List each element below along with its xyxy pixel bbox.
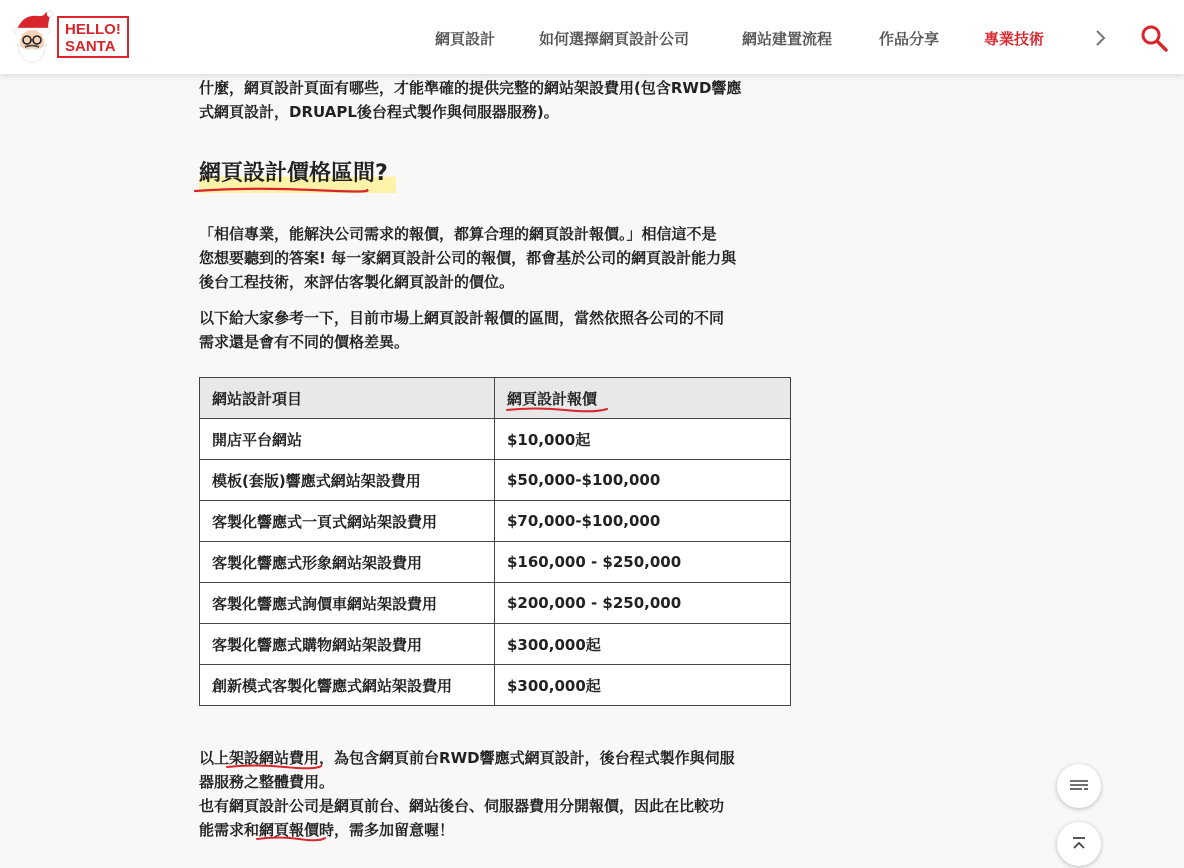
header-price-text: 網頁設計報價: [507, 389, 598, 408]
table-row: [200, 624, 791, 665]
table-row: [200, 583, 791, 624]
intro-line: 式網頁設計，DRUAPL後台程式製作與伺服器服務)。: [199, 103, 559, 121]
table-header-item: 網站設計項目: [200, 378, 495, 419]
nav-item-web-design[interactable]: 網頁設計: [435, 30, 496, 48]
toc-button[interactable]: [1057, 764, 1101, 808]
table-cell-item: 開店平台網站: [200, 419, 495, 460]
summary-line: [199, 818, 799, 842]
table-cell-price: $70,000-$100,000: [495, 501, 791, 542]
table-row: [200, 501, 791, 542]
summary-line: [199, 746, 799, 770]
table-row: [200, 460, 791, 501]
price-header-underline: [505, 405, 609, 415]
table-row: [200, 665, 791, 706]
marked-phrase: [259, 818, 319, 842]
table-header-price: [495, 378, 791, 419]
phrase-underline: [255, 834, 327, 844]
table-row: [200, 419, 791, 460]
summary-line: 器服務之整體費用。: [199, 773, 335, 791]
table-cell-price: $300,000起: [495, 665, 791, 706]
arrow-up-icon: [1071, 836, 1087, 852]
heading-underline: [193, 185, 369, 195]
table-cell-item: 客製化響應式一頁式網站架設費用: [200, 501, 495, 542]
santa-icon: [8, 8, 58, 66]
nav-item-build-process[interactable]: 網站建置流程: [742, 30, 833, 48]
table-cell-item: 客製化響應式詢價車網站架設費用: [200, 583, 495, 624]
logo-line1: HELLO!: [65, 21, 121, 38]
price-table: [199, 377, 791, 706]
table-header-row: [200, 378, 791, 419]
table-cell-item: 客製化響應式購物網站架設費用: [200, 624, 495, 665]
reference-paragraph: [199, 306, 799, 354]
nav-item-choose-company[interactable]: 如何選擇網頁設計公司: [539, 30, 690, 48]
reference-line: 以下給大家參考一下，目前市場上網頁設計報價的區間，當然依照各公司的不同: [199, 309, 725, 327]
chevron-right-icon[interactable]: [1094, 28, 1108, 48]
phrase-underline: [225, 762, 323, 772]
summary-text: ，為包含網頁前台RWD響應式網頁設計，後台程式製作與伺服: [319, 749, 735, 767]
quote-line: 後台工程技術，來評估客製化網頁設計的價位。: [199, 273, 515, 291]
table-row: [200, 542, 791, 583]
marked-phrase: [229, 746, 319, 770]
table-cell-price: $10,000起: [495, 419, 791, 460]
summary-text: 時，需多加留意喔！: [319, 821, 455, 839]
nav-item-tech[interactable]: 專業技術: [984, 30, 1045, 48]
intro-line: 什麼，網頁設計頁面有哪些，才能準確的提供完整的網站架設費用(包含RWD響應: [199, 79, 742, 97]
logo-wordmark: [57, 16, 129, 58]
table-cell-item: 創新模式客製化響應式網站架設費用: [200, 665, 495, 706]
nav-item-portfolio[interactable]: 作品分享: [879, 30, 940, 48]
summary-paragraph: [199, 746, 799, 842]
table-cell-price: $200,000 - $250,000: [495, 583, 791, 624]
marked-text: 網頁報價: [259, 821, 320, 839]
summary-text: 能需求和: [199, 821, 260, 839]
table-cell-item: 客製化響應式形象網站架設費用: [200, 542, 495, 583]
section-heading: 網頁設計價格區間?: [199, 156, 396, 193]
list-icon: [1069, 779, 1089, 793]
reference-line: 需求還是會有不同的價格差異。: [199, 333, 410, 351]
logo-line2: SANTA: [65, 38, 116, 55]
table-cell-item: 模板(套版)響應式網站架設費用: [200, 460, 495, 501]
summary-line: 也有網頁設計公司是網頁前台、網站後台、伺服器費用分開報價，因此在比較功: [199, 797, 725, 815]
table-cell-price: $50,000-$100,000: [495, 460, 791, 501]
site-header: [0, 0, 1184, 74]
marked-text: 架設網站費用: [229, 749, 320, 767]
summary-text: 以上: [199, 749, 230, 767]
table-cell-price: $300,000起: [495, 624, 791, 665]
main-nav: [420, 0, 1120, 74]
back-to-top-button[interactable]: [1057, 822, 1101, 866]
header-price-label: [507, 388, 597, 409]
quote-line: 「相信專業，能解決公司需求的報價，都算合理的網頁設計報價。」相信這不是: [199, 225, 717, 243]
table-cell-price: $160,000 - $250,000: [495, 542, 791, 583]
search-icon[interactable]: [1140, 24, 1168, 52]
quote-line: 您想要聽到的答案! 每一家網頁設計公司的報價，都會基於公司的網頁設計能力與: [199, 249, 737, 267]
intro-paragraph: [199, 76, 799, 124]
quote-paragraph: [199, 222, 799, 294]
site-logo[interactable]: [8, 8, 128, 66]
